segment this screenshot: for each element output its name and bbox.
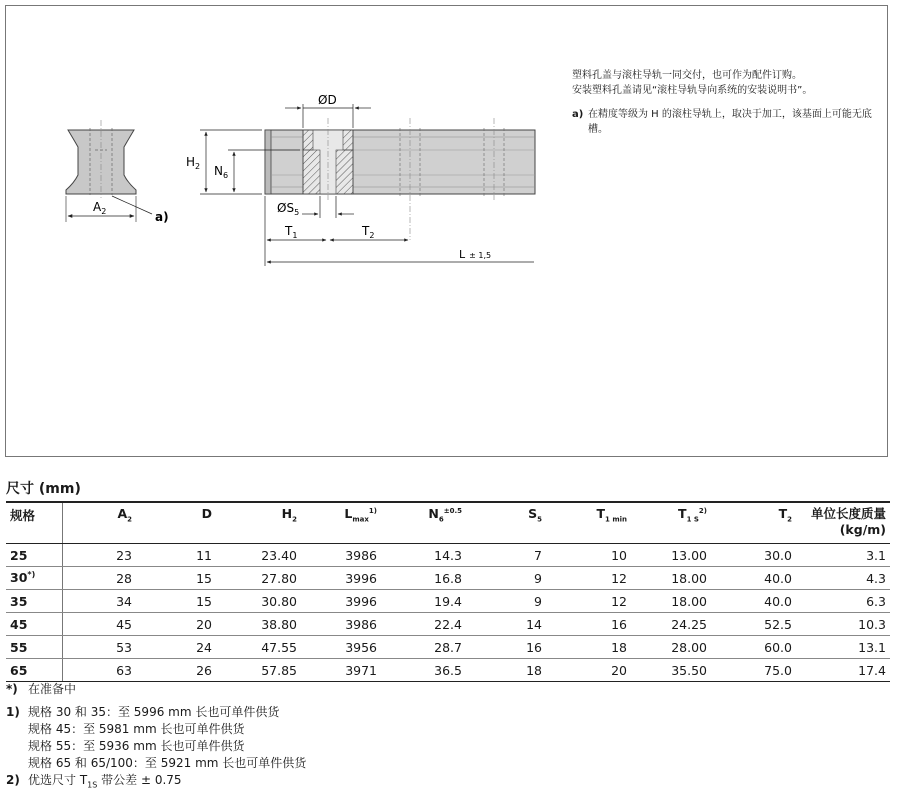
cell-a2: 63	[62, 659, 136, 682]
cell-n6: 28.7	[381, 636, 466, 659]
cell-a2: 23	[62, 544, 136, 567]
cell-t2: 40.0	[711, 567, 796, 590]
cell-t1s: 35.50	[631, 659, 711, 682]
rail-cross-section	[66, 120, 152, 222]
table-row	[6, 613, 890, 636]
cell-lmax: 3986	[301, 544, 381, 567]
cell-d: 24	[136, 636, 216, 659]
table-row	[6, 544, 890, 567]
cell-lmax: 3956	[301, 636, 381, 659]
cell-t1min: 18	[546, 636, 631, 659]
col-size: 规格	[6, 502, 62, 544]
table-row	[6, 590, 890, 613]
note-a-tag: a)	[572, 109, 584, 120]
cell-h2: 23.40	[216, 544, 301, 567]
cell-s5: 9	[466, 567, 546, 590]
dim-t1-label: $T_1$	[285, 224, 298, 240]
cell-mass: 17.4	[796, 659, 890, 682]
cell-t1min: 10	[546, 544, 631, 567]
cell-s5: 16	[466, 636, 546, 659]
col-lmax: $L_{max}^{1)}$	[301, 502, 381, 544]
cell-n6: 36.5	[381, 659, 466, 682]
cell-n6: 22.4	[381, 613, 466, 636]
table-title: 尺寸 (mm)	[6, 481, 81, 497]
cell-h2: 38.80	[216, 613, 301, 636]
cell-mass: 4.3	[796, 567, 890, 590]
cell-size: 25	[6, 544, 62, 567]
cell-h2: 30.80	[216, 590, 301, 613]
cell-a2: 28	[62, 567, 136, 590]
footnote-2: 2) 优选尺寸 $T_{1S}$ 带公差 ± 0.75	[6, 773, 182, 790]
cell-lmax: 3971	[301, 659, 381, 682]
cell-size: 55	[6, 636, 62, 659]
cell-t1s: 18.00	[631, 590, 711, 613]
footnote-1-line: 规格 55：至 5936 mm 长也可单件供货	[28, 739, 245, 753]
cell-n6: 16.8	[381, 567, 466, 590]
cell-size: 35	[6, 590, 62, 613]
col-t1s: $T_{1 S}^{2)}$	[631, 502, 711, 544]
cell-n6: 14.3	[381, 544, 466, 567]
cell-mass: 6.3	[796, 590, 890, 613]
cell-mass: 13.1	[796, 636, 890, 659]
col-t2: $T_2$	[711, 502, 796, 544]
note-a	[572, 107, 872, 137]
cell-t2: 75.0	[711, 659, 796, 682]
cell-t1min: 12	[546, 567, 631, 590]
cell-d: 15	[136, 590, 216, 613]
dimensions-table	[6, 501, 890, 682]
col-d: D	[136, 502, 216, 544]
dim-s5-label: $ØS_5$	[277, 201, 300, 217]
cell-t2: 30.0	[711, 544, 796, 567]
footnote-1	[6, 704, 306, 772]
cell-lmax: 3986	[301, 613, 381, 636]
table-header-row	[6, 502, 890, 544]
table-row	[6, 636, 890, 659]
rail-side-view	[265, 118, 535, 240]
footnote-star-mark: *)	[6, 682, 18, 696]
dim-t2-label: $T_2$	[362, 224, 375, 240]
dim-n6-label: $N_6$	[214, 164, 229, 180]
table-row	[6, 659, 890, 682]
cell-t1s: 24.25	[631, 613, 711, 636]
col-h2: $H_2$	[216, 502, 301, 544]
cell-d: 11	[136, 544, 216, 567]
cell-lmax: 3996	[301, 590, 381, 613]
cell-d: 26	[136, 659, 216, 682]
cell-size: 65	[6, 659, 62, 682]
cell-d: 15	[136, 567, 216, 590]
dim-d-label: ØD	[318, 93, 337, 107]
cell-t1min: 16	[546, 613, 631, 636]
table-row	[6, 567, 890, 590]
cell-h2: 27.80	[216, 567, 301, 590]
cell-t1min: 20	[546, 659, 631, 682]
col-t1min: $T_{1 min}$	[546, 502, 631, 544]
cell-t1min: 12	[546, 590, 631, 613]
cell-a2: 34	[62, 590, 136, 613]
cell-s5: 7	[466, 544, 546, 567]
note-line-2: 安装塑料孔盖请见“滚柱导轨导向系统的安装说明书”。	[572, 85, 813, 96]
cell-t1s: 18.00	[631, 567, 711, 590]
cell-h2: 57.85	[216, 659, 301, 682]
cell-t2: 40.0	[711, 590, 796, 613]
cell-lmax: 3996	[301, 567, 381, 590]
col-mass: 单位长度质量 (kg/m)	[796, 502, 890, 544]
footnote-2-mark: 2)	[6, 773, 20, 787]
cell-t2: 52.5	[711, 613, 796, 636]
dim-l-label: L ± 1,5	[459, 248, 492, 261]
cell-d: 20	[136, 613, 216, 636]
footnote-1-line: 规格 65 和 65/100：至 5921 mm 长也可单件供货	[28, 756, 307, 770]
cell-a2: 53	[62, 636, 136, 659]
footnote-1-mark: 1)	[6, 705, 20, 719]
dim-a2-label: $A_2$	[93, 200, 107, 216]
cell-s5: 14	[466, 613, 546, 636]
col-n6: $N_6^{\pm 0.5}$	[381, 502, 466, 544]
note-line-1: 塑料孔盖与滚柱导轨一同交付，也可作为配件订购。	[572, 70, 802, 81]
footnote-1-line: 规格 30 和 35：至 5996 mm 长也可单件供货	[28, 705, 280, 719]
footnote-1-line: 规格 45：至 5981 mm 长也可单件供货	[28, 722, 245, 736]
dim-h2-label: $H_2$	[186, 155, 201, 171]
note-a-text: 在精度等级为 H 的滚柱导轨上，取决于加工，该基面上可能无底槽。	[588, 109, 872, 135]
cell-size: 30*)	[6, 567, 62, 590]
col-s5: $S_5$	[466, 502, 546, 544]
cell-s5: 18	[466, 659, 546, 682]
cell-size: 45	[6, 613, 62, 636]
col-a2: $A_2$	[62, 502, 136, 544]
cell-s5: 9	[466, 590, 546, 613]
cell-a2: 45	[62, 613, 136, 636]
cell-n6: 19.4	[381, 590, 466, 613]
cell-t2: 60.0	[711, 636, 796, 659]
footnote-star	[6, 681, 76, 698]
cell-mass: 3.1	[796, 544, 890, 567]
drawing-notes	[572, 68, 872, 137]
cell-t1s: 13.00	[631, 544, 711, 567]
callout-a-label: a)	[155, 210, 169, 224]
footnote-star-text: 在准备中	[28, 682, 77, 696]
cell-h2: 47.55	[216, 636, 301, 659]
cell-t1s: 28.00	[631, 636, 711, 659]
cell-mass: 10.3	[796, 613, 890, 636]
